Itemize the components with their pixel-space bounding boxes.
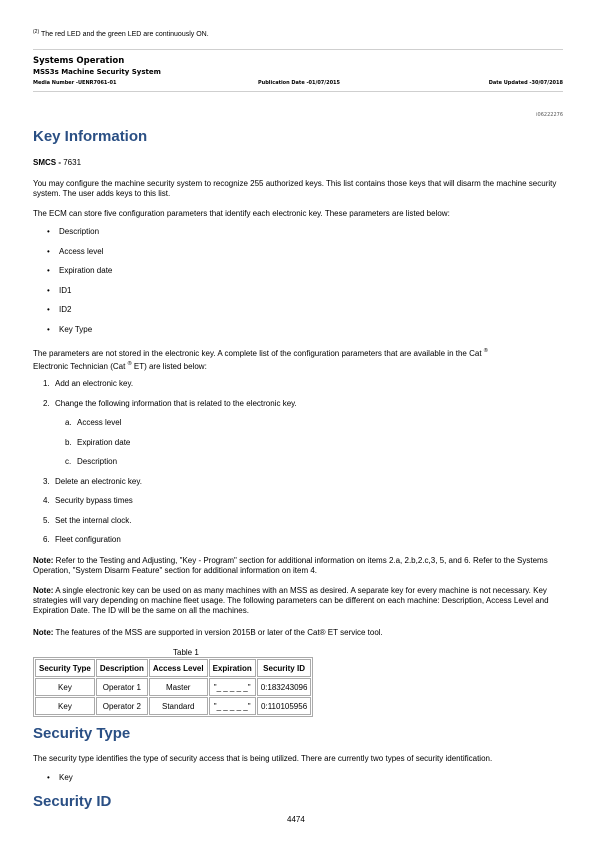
note-paragraph: Note: A single electronic key can be used on as many machines with an MSS as desired. A separate key for every machine is not necessary. Key strategies will vary depending on machine fleet usage. The following parameters can be different on each machine: Description, Access Level and Expiration Date. The ID will be the same on all the machines. (33, 586, 549, 615)
table-header-cell: Expiration (209, 659, 256, 677)
substep-item: a. Access level (65, 418, 122, 427)
table-header-cell: Security Type (35, 659, 95, 677)
publication-date: Publication Date -01/07/2015 (258, 80, 341, 86)
key-table (33, 657, 313, 717)
ecm-paragraph: The ECM can store five configuration parameters that identify each electronic key. These parameters are listed below: (33, 209, 450, 218)
table-cell: Key (35, 697, 95, 715)
illustration-id: i06222276 (536, 112, 563, 118)
footnote-text: The red LED and the green LED are continuously ON. (40, 31, 209, 38)
security-type-item: • Key (47, 773, 73, 782)
table-cell: Operator 2 (96, 697, 148, 715)
table-cell: Key (35, 678, 95, 696)
step-item: 4. Security bypass times (43, 496, 133, 505)
parameter-item: • Description (47, 227, 100, 236)
smcs-value: 7631 (61, 158, 82, 167)
document-category: Systems Operation (33, 56, 125, 66)
key-information-heading: Key Information (33, 128, 148, 145)
security-id-heading: Security ID (33, 793, 112, 810)
step-item: 3. Delete an electronic key. (43, 477, 143, 486)
intro-paragraph: You may configure the machine security system to recognize 255 authorized keys. This list contains those keys that will disarm the machine security system. The user adds keys to this list. (33, 179, 557, 198)
date-updated: Date Updated -30/07/2018 (488, 80, 563, 86)
substep-item: c. Description (65, 457, 118, 466)
table-cell: 0:110105956 (257, 697, 312, 715)
note-paragraph: Note: The features of the MSS are supported in version 2015B or later of the Cat® ET service tool. (33, 628, 383, 637)
step-item: 2. Change the following information that is related to the electronic key. (43, 399, 297, 408)
parameter-item: • Expiration date (47, 266, 113, 275)
step-item: 1. Add an electronic key. (43, 379, 134, 388)
security-type-paragraph: The security type identifies the type of security access that is being utilized. There are currently two types of security identification. (33, 754, 493, 763)
page-number: 4474 (287, 815, 305, 824)
table-cell: "_ _ _ _ _" (209, 678, 256, 696)
table-header-cell: Access Level (149, 659, 208, 677)
table-header-row (35, 659, 311, 677)
parameter-item: • Access level (47, 247, 104, 256)
footnote (33, 29, 209, 38)
table-cell: Master (149, 678, 208, 696)
table-header-cell: Security ID (257, 659, 312, 677)
step-item: 5. Set the internal clock. (43, 516, 132, 525)
table-cell: Operator 1 (96, 678, 148, 696)
table-cell: "_ _ _ _ _" (209, 697, 256, 715)
system-name: MSS3s Machine Security System (33, 68, 161, 76)
parameters-paragraph: The parameters are not stored in the electronic key. A complete list of the configuration parameters that are available in the Cat ® Electronic Technician (Cat ® ET) are listed below: (33, 348, 488, 371)
security-type-heading: Security Type (33, 725, 131, 742)
parameter-item: • ID2 (47, 305, 72, 314)
header-divider (33, 49, 563, 50)
parameter-item: • ID1 (47, 286, 72, 295)
meta-divider (33, 91, 563, 92)
smcs-label: SMCS - (33, 158, 61, 167)
parameter-item: • Key Type (47, 325, 93, 334)
table-row (35, 697, 311, 715)
table-row (35, 678, 311, 696)
smcs-code (33, 158, 563, 168)
table-cell: Standard (149, 697, 208, 715)
table-cell: 0:183243096 (257, 678, 312, 696)
media-number: Media Number -UENR7061-01 (33, 80, 117, 86)
note-paragraph: Note: Refer to the Testing and Adjusting, "Key - Program" section for additional information on items 2.a, 2.b,2.c,3, 5, and 6. Refer to the Systems Operation, "System Disarm Feature" section for additional information on item 4. (33, 556, 548, 575)
table-header-cell: Description (96, 659, 148, 677)
substep-item: b. Expiration date (65, 438, 131, 447)
table-caption: Table 1 (173, 648, 199, 657)
step-item: 6. Fleet configuration (43, 535, 121, 544)
footnote-marker: (2) (33, 29, 40, 35)
